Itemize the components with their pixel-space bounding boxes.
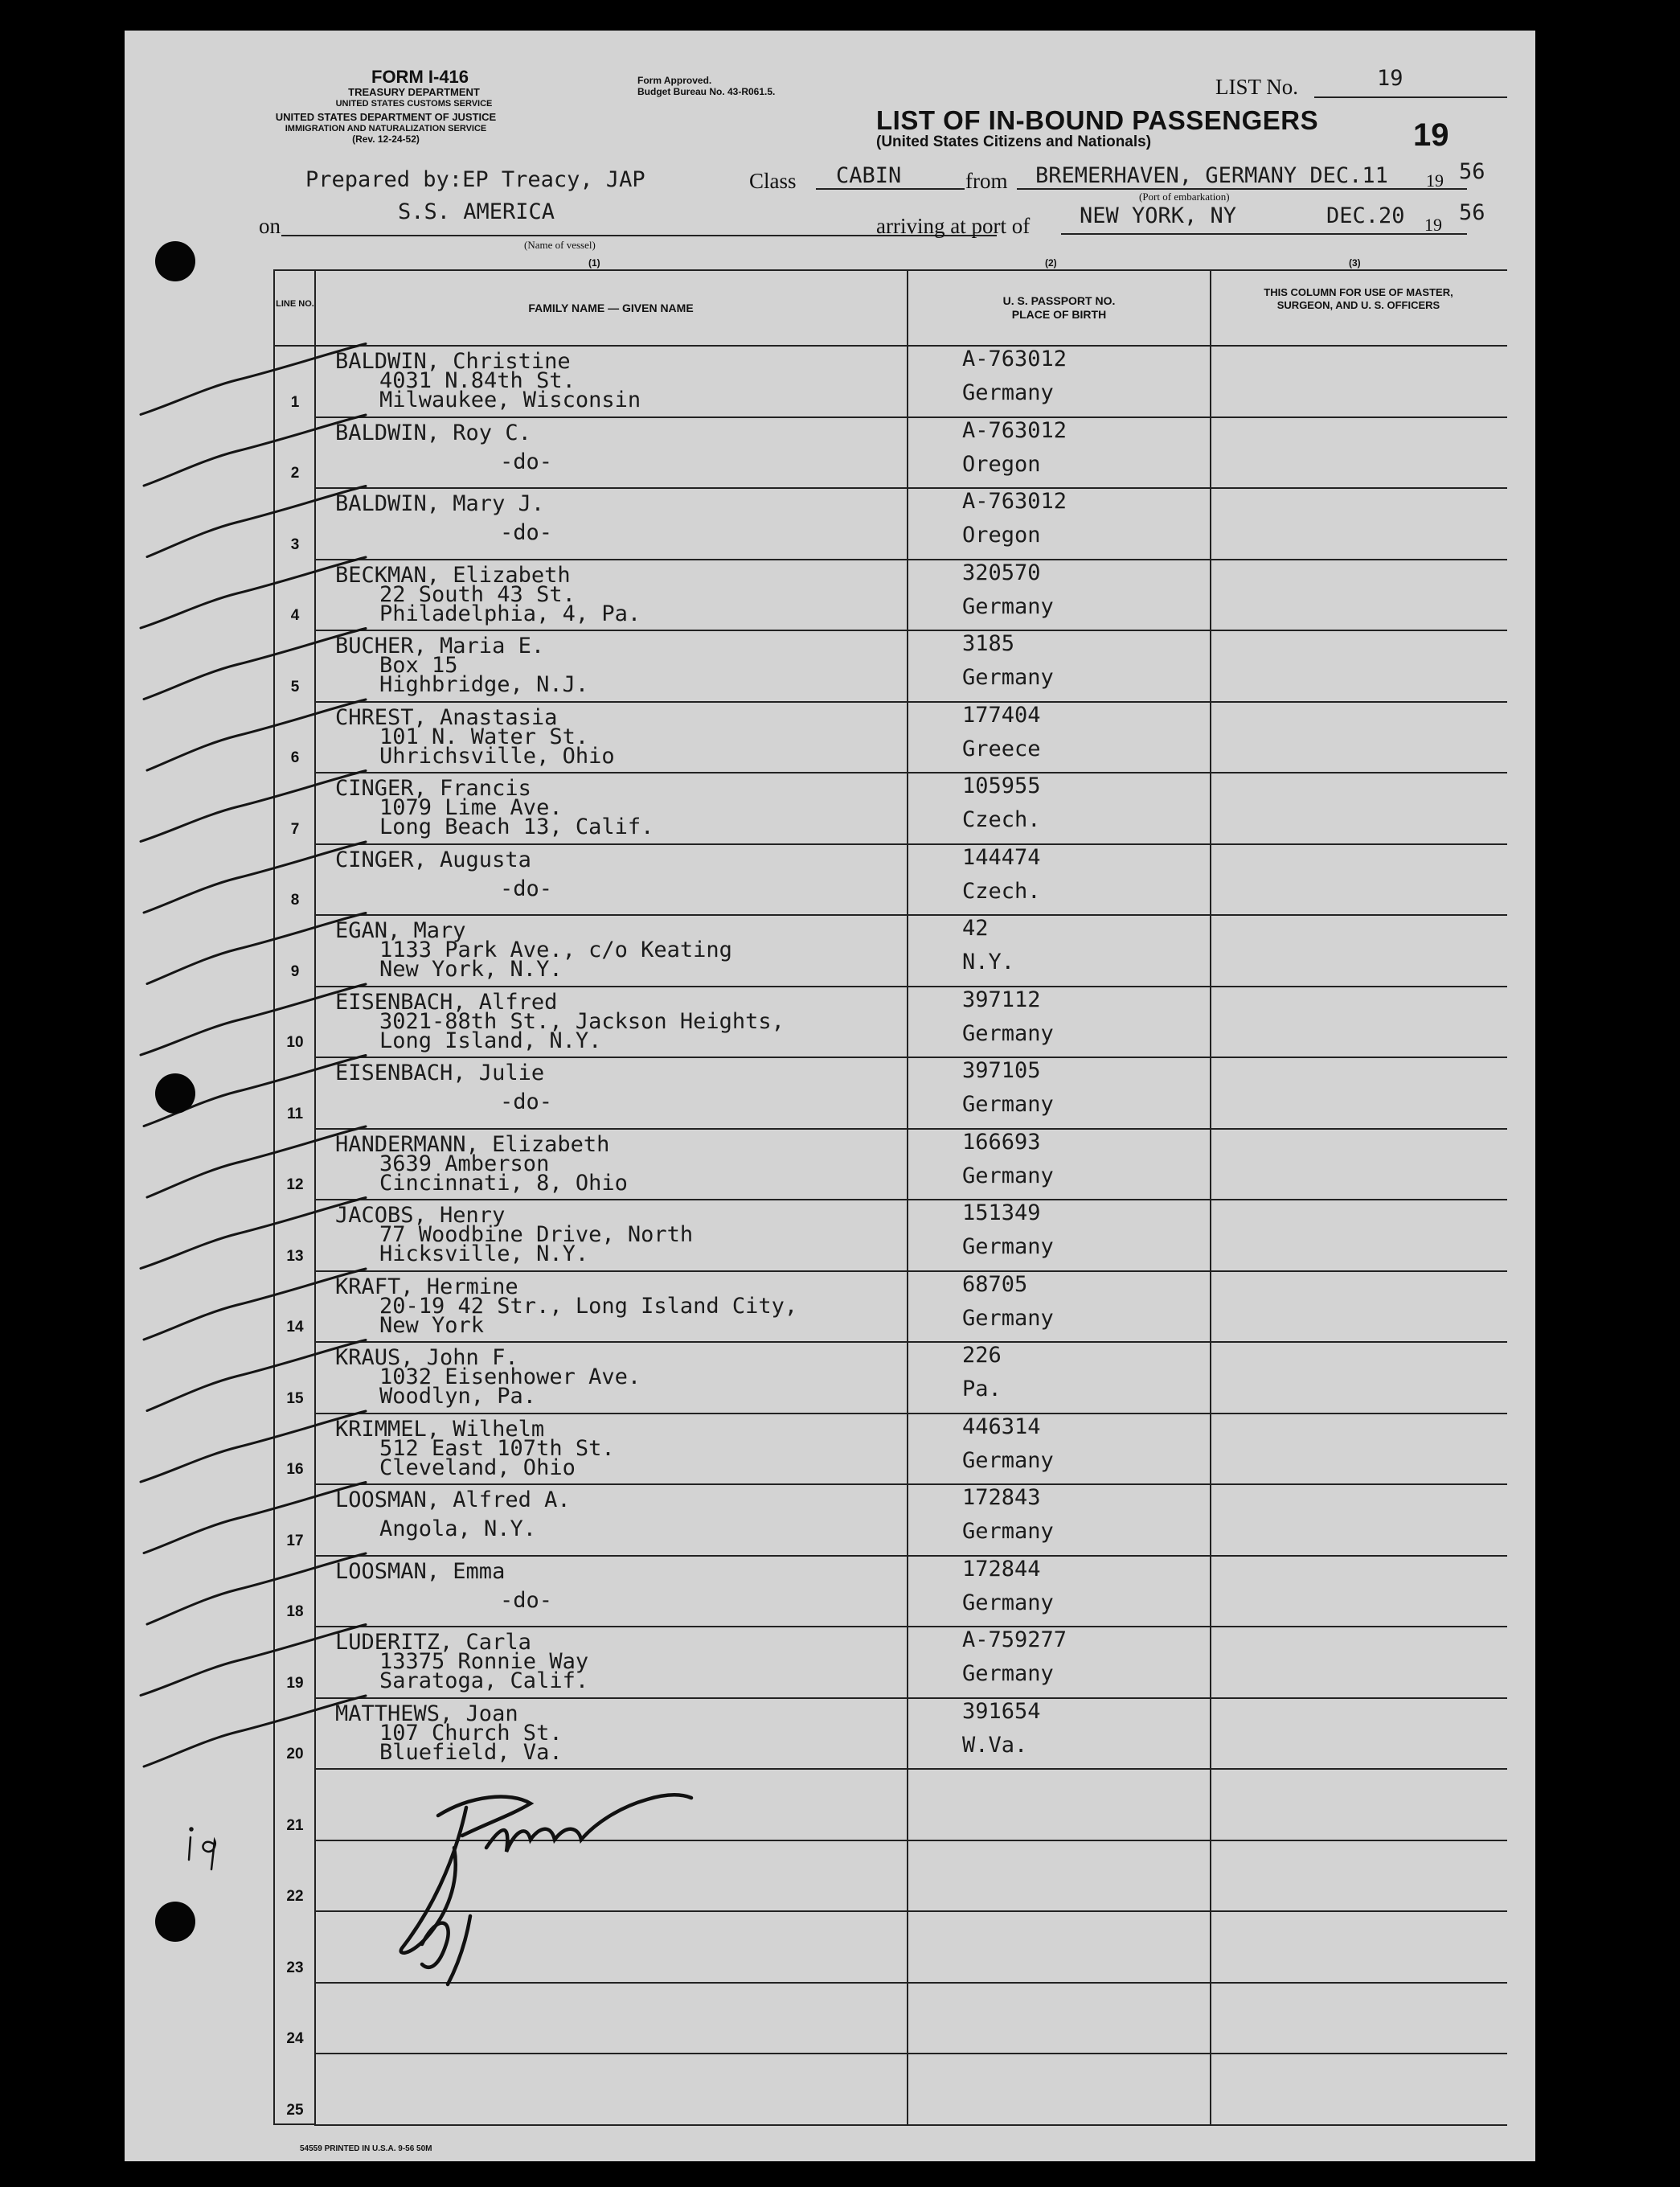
from-year: 56 <box>1459 159 1485 184</box>
passport-number: 105955 <box>962 773 1041 798</box>
table-row <box>335 423 898 487</box>
line-number: 2 <box>290 465 300 482</box>
passport-cell <box>962 1414 1203 1483</box>
address-line-1: 77 Woodbine Drive, North <box>379 1222 694 1247</box>
passport-number: 151349 <box>962 1200 1041 1225</box>
address-line-2: New York <box>379 1313 485 1338</box>
row-rule <box>314 630 1507 631</box>
row-rule <box>314 1057 1507 1058</box>
passport-number: 391654 <box>962 1699 1041 1724</box>
passport-number: 3185 <box>962 631 1015 656</box>
table-row <box>335 1419 898 1483</box>
passenger-name: HANDERMANN, Elizabeth <box>335 1132 610 1157</box>
list-no-stamp: 19 <box>1413 117 1449 153</box>
place-of-birth: Germany <box>962 665 1054 690</box>
check-stroke <box>147 1553 366 1624</box>
passport-number: 226 <box>962 1343 1002 1368</box>
row-rule <box>314 416 1507 418</box>
place-of-birth: Oregon <box>962 523 1041 548</box>
place-of-birth: Germany <box>962 1519 1054 1544</box>
passport-number: 68705 <box>962 1272 1028 1297</box>
check-stroke <box>144 1696 366 1766</box>
check-stroke <box>147 486 366 557</box>
form-title: LIST OF IN-BOUND PASSENGERS <box>876 105 1319 135</box>
passport-cell <box>962 705 1203 771</box>
address-line-2: New York, N.Y. <box>379 957 563 982</box>
header-passport: U. S. PASSPORT NO. PLACE OF BIRTH <box>1002 294 1116 321</box>
ins-service: IMMIGRATION AND NATURALIZATION SERVICE <box>285 124 487 133</box>
address-line-2: Hicksville, N.Y. <box>379 1241 589 1266</box>
check-stroke <box>147 1340 366 1411</box>
row-rule <box>314 986 1507 987</box>
place-of-birth: Germany <box>962 1448 1054 1473</box>
passenger-name: LOOSMAN, Emma <box>335 1559 506 1584</box>
passport-number: 320570 <box>962 560 1041 585</box>
line-number: 21 <box>286 1817 304 1834</box>
class-label: Class <box>749 169 797 193</box>
place-of-birth: Germany <box>962 1163 1054 1188</box>
place-of-birth: Germany <box>962 1092 1054 1117</box>
check-stroke <box>147 913 366 984</box>
header-line-no: LINE NO. <box>276 299 314 309</box>
check-stroke <box>141 1198 366 1269</box>
address-line-2: Philadelphia, 4, Pa. <box>379 601 641 626</box>
row-rule <box>314 1341 1507 1343</box>
address-line-1: 1032 Eisenhower Ave. <box>379 1364 641 1389</box>
table-row <box>335 1701 898 1768</box>
class-value: CABIN <box>836 163 902 188</box>
arrival-year: 56 <box>1459 200 1485 225</box>
passport-cell <box>962 1487 1203 1553</box>
budget-bureau: Budget Bureau No. 43-R061.5. <box>637 86 776 97</box>
passenger-name: BALDWIN, Mary J. <box>335 491 545 516</box>
embarkation-caption: (Port of embarkation) <box>1139 191 1230 203</box>
check-stroke <box>141 557 366 628</box>
col1-number: (1) <box>588 257 600 269</box>
passport-cell <box>962 1627 1203 1696</box>
table-row <box>335 705 898 772</box>
passenger-name: EISENBACH, Alfred <box>335 990 558 1015</box>
passenger-name: KRAUS, John F. <box>335 1345 518 1370</box>
passport-cell <box>962 1058 1203 1126</box>
passenger-name: MATTHEWS, Joan <box>335 1701 518 1726</box>
line-number: 6 <box>290 749 300 766</box>
from-label: from <box>965 169 1008 193</box>
place-of-birth: Germany <box>962 1306 1054 1331</box>
passport-cell <box>962 1200 1203 1269</box>
check-stroke <box>144 842 366 913</box>
list-no-value: 19 <box>1377 66 1403 91</box>
address-line-1: 20-19 42 Str., Long Island City, <box>379 1294 798 1319</box>
address-line-1: 22 South 43 St. <box>379 582 576 607</box>
address-line-1: -do- <box>500 1588 553 1613</box>
address-line-1: 1133 Park Ave., c/o Keating <box>379 938 732 962</box>
form-approved: Form Approved. <box>637 75 712 86</box>
punch-hole-bottom <box>155 1902 195 1942</box>
row-rule <box>314 1555 1507 1557</box>
passport-cell <box>962 418 1203 486</box>
line-number: 13 <box>286 1248 304 1265</box>
passenger-name: EISENBACH, Julie <box>335 1061 545 1085</box>
header-bottom-line <box>273 345 1507 347</box>
table-row <box>335 636 898 700</box>
place-of-birth: Czech. <box>962 879 1041 904</box>
table-row <box>335 1063 898 1127</box>
passport-cell <box>962 491 1203 557</box>
form-page <box>125 31 1535 2161</box>
line-number: 24 <box>286 2030 304 2047</box>
embarkation-port: BREMERHAVEN, GERMANY DEC.11 <box>1035 163 1388 188</box>
arriving-line <box>1061 233 1467 235</box>
line-number: 8 <box>290 892 300 909</box>
check-stroke <box>141 344 366 415</box>
passenger-name: CHREST, Anastasia <box>335 705 558 730</box>
row-rule <box>314 1413 1507 1414</box>
passport-number: A-763012 <box>962 489 1067 514</box>
passport-number: A-763012 <box>962 347 1067 371</box>
line-number: 18 <box>286 1603 304 1620</box>
name-col-divider <box>907 269 908 2125</box>
check-stroke <box>141 1411 366 1482</box>
address-line-2: Milwaukee, Wisconsin <box>379 388 641 412</box>
passenger-name: BECKMAN, Elizabeth <box>335 563 571 588</box>
place-of-birth: N.Y. <box>962 950 1015 975</box>
place-of-birth: Germany <box>962 1234 1054 1259</box>
line-number: 19 <box>286 1675 304 1692</box>
address-line-2: Bluefield, Va. <box>379 1740 563 1765</box>
place-of-birth: W.Va. <box>962 1733 1028 1758</box>
passenger-name: CINGER, Augusta <box>335 847 531 872</box>
passport-cell <box>962 349 1203 415</box>
address-line-1: -do- <box>500 1089 553 1114</box>
row-rule <box>314 1483 1507 1485</box>
class-line <box>816 188 965 190</box>
passport-number: 166693 <box>962 1130 1041 1155</box>
form-subtitle: (United States Citizens and Nationals) <box>876 133 1152 150</box>
line-number: 3 <box>290 536 300 553</box>
table-row <box>335 1632 898 1697</box>
line-number: 12 <box>286 1176 304 1193</box>
on-label: on <box>259 214 281 238</box>
passport-number: 177404 <box>962 703 1041 728</box>
place-of-birth: Greece <box>962 737 1041 761</box>
table-top-line <box>273 269 1507 271</box>
check-stroke <box>144 629 366 700</box>
address-line-2: Long Beach 13, Calif. <box>379 814 654 839</box>
table-row <box>335 778 898 843</box>
col2-number: (2) <box>1045 257 1057 269</box>
list-no-label: LIST No. <box>1215 75 1299 99</box>
punch-hole-top <box>155 241 195 281</box>
header-officers: THIS COLUMN FOR USE OF MASTER, SURGEON, AND U. S. OFFICERS <box>1264 286 1453 311</box>
from-line <box>1017 188 1467 190</box>
row-rule <box>314 1199 1507 1200</box>
from-year-prefix: 19 <box>1426 170 1444 191</box>
row-rule <box>314 559 1507 560</box>
arrival-port: NEW YORK, NY <box>1080 203 1237 228</box>
line-number: 5 <box>290 679 300 695</box>
passenger-name: KRIMMEL, Wilhelm <box>335 1417 545 1442</box>
line-number: 15 <box>286 1390 304 1407</box>
address-line-1: -do- <box>500 520 553 545</box>
line-number: 9 <box>290 963 300 980</box>
margin-note <box>181 1820 237 1876</box>
address-line-2: Saratoga, Calif. <box>379 1668 589 1693</box>
table-left-border <box>273 269 275 2125</box>
arrival-year-prefix: 19 <box>1424 215 1442 235</box>
row-rule <box>314 701 1507 703</box>
row-rule <box>314 1697 1507 1699</box>
table-row <box>335 565 898 630</box>
passport-number: A-759277 <box>962 1627 1067 1652</box>
line-number: 14 <box>286 1319 304 1336</box>
passport-number: 397105 <box>962 1058 1041 1083</box>
address-line-1: 4031 N.84th St. <box>379 368 576 393</box>
check-stroke <box>141 771 366 842</box>
header-name: FAMILY NAME — GIVEN NAME <box>528 302 694 314</box>
passport-cell <box>962 1559 1203 1625</box>
passport-cell <box>962 918 1203 984</box>
table-row <box>335 1274 898 1341</box>
place-of-birth: Germany <box>962 594 1054 619</box>
line-number: 25 <box>286 2102 304 2119</box>
address-line-1: 101 N. Water St. <box>379 724 589 749</box>
table-row <box>335 351 898 416</box>
check-stroke <box>141 984 366 1055</box>
prepared-by: Prepared by:EP Treacy, JAP <box>305 167 645 192</box>
arriving-label: arriving at port of <box>876 214 1031 238</box>
table-row <box>335 1487 898 1554</box>
address-line-1: 3021-88th St., Jackson Heights, <box>379 1009 785 1034</box>
passport-number: 144474 <box>962 845 1041 870</box>
check-stroke <box>144 1483 366 1553</box>
place-of-birth: Germany <box>962 1661 1054 1686</box>
passport-number: 172844 <box>962 1557 1041 1582</box>
address-line-1: 1079 Lime Ave. <box>379 795 563 820</box>
place-of-birth: Germany <box>962 1021 1054 1046</box>
passport-number: 397112 <box>962 987 1041 1012</box>
passport-cell <box>962 1274 1203 1340</box>
row-rule <box>314 2124 1507 2126</box>
passenger-name: BUCHER, Maria E. <box>335 634 545 659</box>
line-number: 16 <box>286 1461 304 1478</box>
place-of-birth: Czech. <box>962 807 1041 832</box>
passport-cell <box>962 631 1203 700</box>
check-stroke <box>141 1625 366 1696</box>
line-number: 11 <box>286 1106 304 1122</box>
table-row <box>335 992 898 1057</box>
row-rule <box>314 487 1507 489</box>
row-rule <box>314 1128 1507 1130</box>
address-line-2: Cleveland, Ohio <box>379 1455 576 1480</box>
passport-cell <box>962 773 1203 842</box>
passenger-name: EGAN, Mary <box>335 918 466 943</box>
table-row <box>335 491 898 558</box>
row-rule <box>314 1270 1507 1272</box>
check-stroke <box>147 700 366 770</box>
justice-dept: UNITED STATES DEPARTMENT OF JUSTICE <box>275 111 497 123</box>
place-of-birth: Oregon <box>962 452 1041 477</box>
address-line-1: Angola, N.Y. <box>379 1516 537 1541</box>
passport-cell <box>962 1132 1203 1198</box>
line-number: 22 <box>286 1888 304 1905</box>
row-rule <box>314 772 1507 773</box>
table-row <box>335 918 898 985</box>
place-of-birth: Germany <box>962 380 1054 405</box>
passport-cell <box>962 847 1203 913</box>
address-line-2: Woodlyn, Pa. <box>379 1384 537 1409</box>
passenger-name: LOOSMAN, Alfred A. <box>335 1487 571 1512</box>
passport-number: A-763012 <box>962 418 1067 443</box>
address-line-1: -do- <box>500 876 553 901</box>
passport-cell <box>962 987 1203 1056</box>
line-number: 23 <box>286 1959 304 1976</box>
line-number: 10 <box>286 1034 304 1051</box>
address-line-2: Long Island, N.Y. <box>379 1028 602 1053</box>
table-row <box>335 1132 898 1199</box>
line-number: 4 <box>290 607 300 624</box>
line-number: 1 <box>290 394 300 411</box>
passenger-name: CINGER, Francis <box>335 776 531 801</box>
table-row <box>335 1345 898 1412</box>
passenger-name: JACOBS, Henry <box>335 1203 506 1228</box>
passenger-name: BALDWIN, Roy C. <box>335 421 531 445</box>
address-line-2: Uhrichsville, Ohio <box>379 744 615 769</box>
list-no-line <box>1314 96 1507 98</box>
line-number: 7 <box>290 821 300 838</box>
address-line-1: 107 Church St. <box>379 1721 563 1746</box>
print-footer: 54559 PRINTED IN U.S.A. 9-56 50M <box>300 2144 432 2153</box>
table-bottom-line <box>273 2123 316 2125</box>
place-of-birth: Pa. <box>962 1377 1002 1401</box>
form-revision: (Rev. 12-24-52) <box>352 133 420 145</box>
check-stroke <box>144 1269 366 1340</box>
table-row <box>335 1561 898 1626</box>
line-col-divider <box>314 269 316 2125</box>
customs-service: UNITED STATES CUSTOMS SERVICE <box>335 99 493 109</box>
row-rule <box>314 1626 1507 1627</box>
line-number: 20 <box>286 1746 304 1762</box>
treasury-dept: TREASURY DEPARTMENT <box>348 86 480 98</box>
vessel-name: S.S. AMERICA <box>398 199 555 224</box>
col3-number: (3) <box>1349 257 1361 269</box>
address-line-1: 13375 Ronnie Way <box>379 1649 589 1674</box>
passport-cell <box>962 1345 1203 1411</box>
passenger-name: BALDWIN, Christine <box>335 349 571 374</box>
table-row <box>335 1205 898 1270</box>
passenger-name: LUDERITZ, Carla <box>335 1630 531 1655</box>
check-stroke <box>147 1126 366 1197</box>
row-rule <box>314 843 1507 845</box>
passport-col-divider <box>1210 269 1211 2125</box>
address-line-1: 3639 Amberson <box>379 1151 550 1176</box>
address-line-1: 512 East 107th St. <box>379 1436 615 1461</box>
table-row <box>335 847 898 914</box>
arrival-date: DEC.20 <box>1326 203 1405 228</box>
punch-hole-middle <box>155 1073 195 1114</box>
passport-number: 172843 <box>962 1485 1041 1510</box>
line-number: 17 <box>286 1533 304 1549</box>
passport-cell <box>962 560 1203 629</box>
passenger-name: KRAFT, Hermine <box>335 1274 518 1299</box>
passport-number: 42 <box>962 916 989 941</box>
passport-cell <box>962 1701 1203 1767</box>
place-of-birth: Germany <box>962 1590 1054 1615</box>
row-rule <box>314 2053 1507 2054</box>
check-stroke <box>144 415 366 486</box>
vessel-caption: (Name of vessel) <box>524 239 596 251</box>
inspector-signature <box>390 1759 695 1992</box>
form-number: FORM I-416 <box>371 67 469 87</box>
row-rule <box>314 914 1507 916</box>
address-line-2: Highbridge, N.J. <box>379 672 589 697</box>
address-line-1: Box 15 <box>379 653 458 678</box>
passport-number: 446314 <box>962 1414 1041 1439</box>
address-line-1: -do- <box>500 449 553 474</box>
address-line-2: Cincinnati, 8, Ohio <box>379 1171 628 1196</box>
